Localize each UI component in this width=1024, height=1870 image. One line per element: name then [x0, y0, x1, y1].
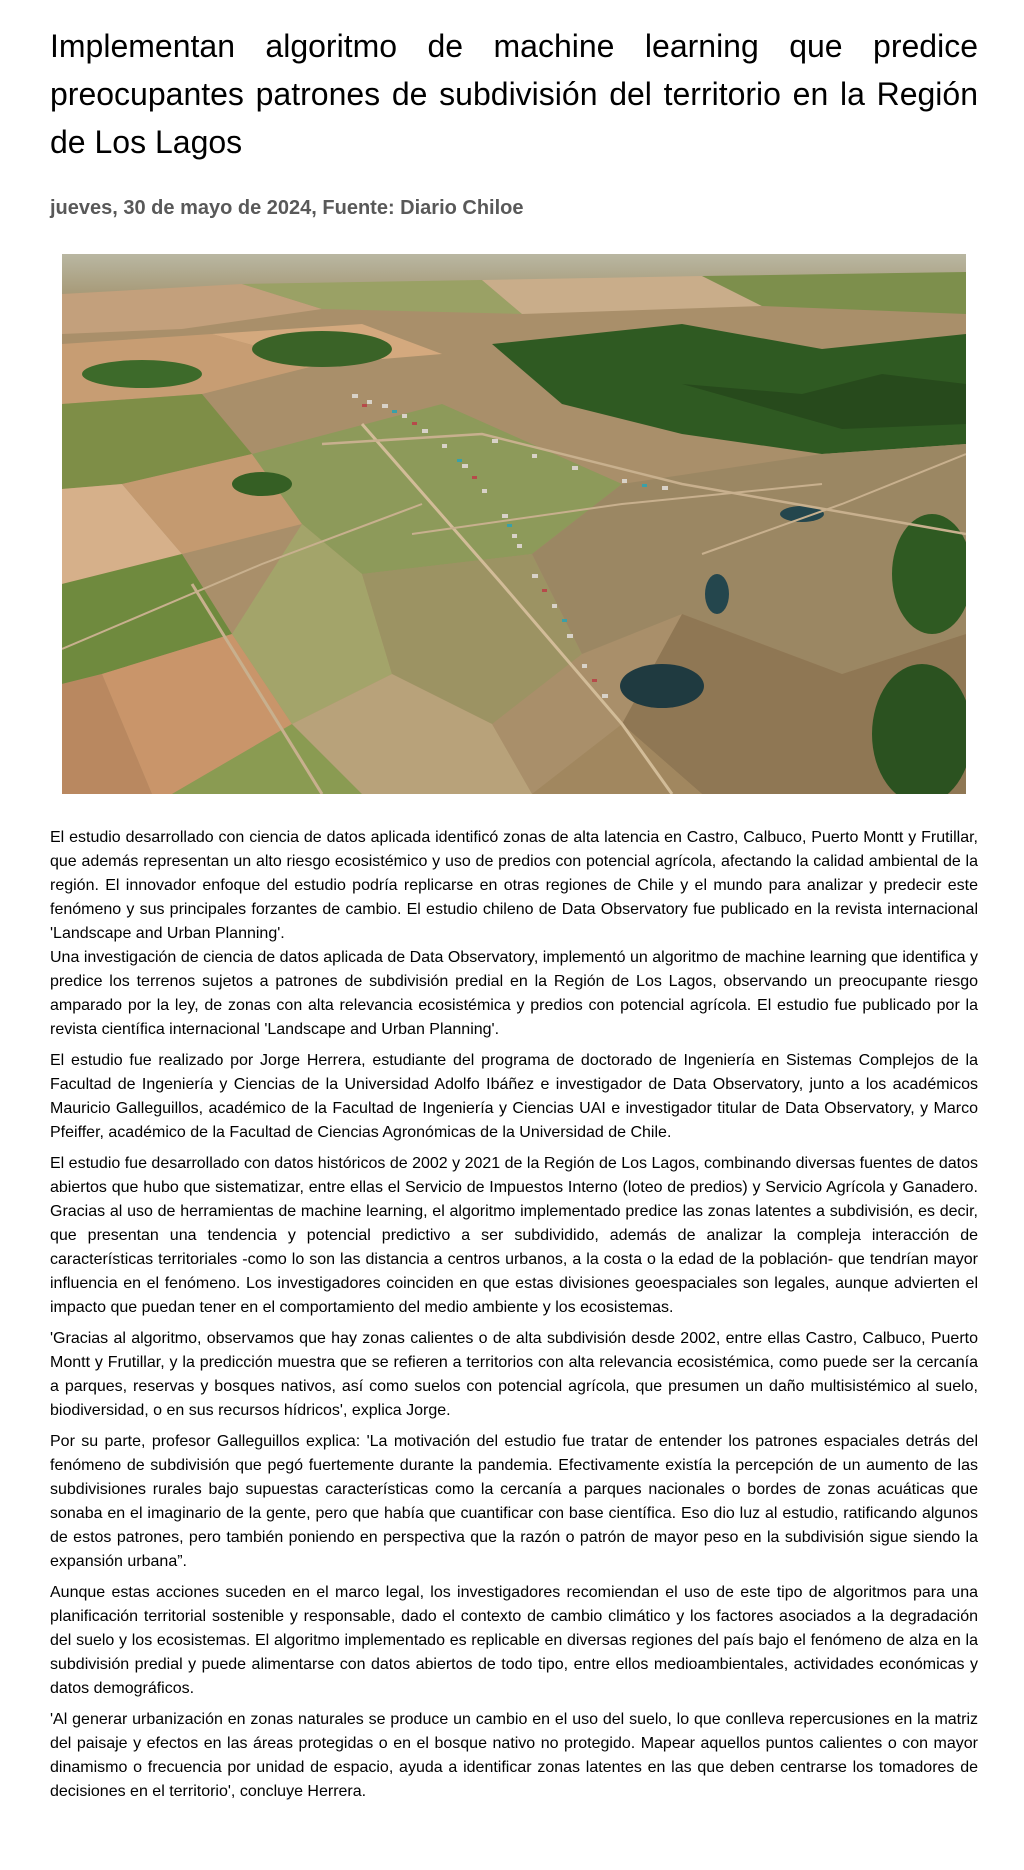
article-paragraph: El estudio desarrollado con ciencia de datos aplicada identificó zonas de alta latencia en Castro, Calbuco, Puerto Montt y Frutillar, que además representan un alto riesgo ecosistémico y uso de predios con potencial agrícola, afectando la calidad ambiental de la región. El innovador enfoque del estudio podría replicarse en otras regiones de Chile y el mundo para analizar y predecir este fenómeno y sus principales forzantes de cambio. El estudio chileno de Data Observatory fue publicado en la revista internacional 'Landscape and Urban Planning'.: [50, 829, 978, 942]
article-paragraph: El estudio fue realizado por Jorge Herrera, estudiante del programa de doctorado de Ingeniería en Sistemas Complejos de la Facultad de Ingeniería y Ciencias de la Universidad Adolfo Ibáñez e investigador de Data Observatory, junto a los académicos Mauricio Galleguillos, académico de la Facultad de Ingeniería y Ciencias UAI e investigador titular de Data Observatory, y Marco Pfeiffer, académico de la Facultad de Ciencias Agronómicas de la Universidad de Chile.: [50, 1052, 978, 1141]
article-body: [50, 826, 978, 1804]
article-meta: jueves, 30 de mayo de 2024, Fuente: Diario Chiloe: [50, 197, 524, 219]
article-paragraph: El estudio fue desarrollado con datos históricos de 2002 y 2021 de la Región de Los Lagos, combinando diversas fuentes de datos abiertos que hubo que sistematizar, entre ellas el Servicio de Impuestos Interno (loteo de predios) y Servicio Agrícola y Ganadero. Gracias al uso de herramientas de machine learning, el algoritmo implementado predice las zonas latentes a subdivisión, es decir, que presentan una tendencia y potencial predictivo a ser subdividido, además de analizar la compleja interacción de características territoriales -como lo son las distancia a centros urbanos, a la costa o la edad de la población- que tendrían mayor influencia en el fenómeno. Los investigadores coinciden en que estas divisiones geoespaciales son legales, aunque advierten el impacto que puedan tener en el comportamiento del medio ambiente y los ecosistemas.: [50, 1155, 978, 1316]
article-title: Implementan algoritmo de machine learning que predice preocupantes patrones de subdivisión del territorio en la Región de Los Lagos: [50, 28, 978, 160]
article-photo: [62, 254, 966, 794]
article-paragraph: Aunque estas acciones suceden en el marco legal, los investigadores recomiendan el uso de este tipo de algoritmos para una planificación territorial sostenible y responsable, dado el contexto de cambio climático y los factores asociados a la degradación del suelo y los ecosistemas. El algoritmo implementado es replicable en diversas regiones del país bajo el fenómeno de alza en la subdivisión predial y puede alimentarse con datos abiertos de todo tipo, entre ellos medioambientales, actividades económicas y datos demográficos.: [50, 1584, 978, 1697]
article-paragraph: Por su parte, profesor Galleguillos explica: 'La motivación del estudio fue tratar de entender los patrones espaciales detrás del fenómeno de subdivisión que pegó fuertemente durante la pandemia. Efectivamente existía la percepción de un aumento de las subdivisiones rurales bajo supuestas características como la cercanía a parques nacionales o bordes de zonas acuáticas que sonaba en el imaginario de la gente, pero que había que cuantificar con base científica. Eso dio luz al estudio, ratificando algunos de estos patrones, pero también poniendo en perspectiva que la razón o patrón de mayor peso en la subdivisión sigue siendo la expansión urbana”.: [50, 1433, 978, 1570]
article-paragraph: Una investigación de ciencia de datos aplicada de Data Observatory, implementó un algoritmo de machine learning que identifica y predice los terrenos sujetos a patrones de subdivisión predial en la Región de Los Lagos, observando un preocupante riesgo amparado por la ley, de zonas con alta relevancia ecosistémica y predios con potencial agrícola. El estudio fue publicado por la revista científica internacional 'Landscape and Urban Planning'.: [50, 949, 978, 1038]
article: [50, 22, 978, 1811]
aerial-landscape-illustration: [62, 254, 966, 794]
article-paragraph: 'Al generar urbanización en zonas naturales se produce un cambio en el uso del suelo, lo que conlleva repercusiones en la matriz del paisaje y efectos en las áreas protegidas o en el bosque nativo no protegido. Mapear aquellos puntos calientes o con mayor dinamismo o frecuencia por unidad de espacio, ayuda a identificar zonas latentes en las que deben centrarse los tomadores de decisiones en el territorio', concluye Herrera.: [50, 1711, 978, 1800]
article-paragraph: 'Gracias al algoritmo, observamos que hay zonas calientes o de alta subdivisión desde 2002, entre ellas Castro, Calbuco, Puerto Montt y Frutillar, y la predicción muestra que se refieren a territorios con alta relevancia ecosistémica, como puede ser la cercanía a parques, reservas y bosques nativos, así como suelos con potencial agrícola, que presumen un daño multisistémico al suelo, biodiversidad, o en sus recursos hídricos', explica Jorge.: [50, 1330, 978, 1419]
